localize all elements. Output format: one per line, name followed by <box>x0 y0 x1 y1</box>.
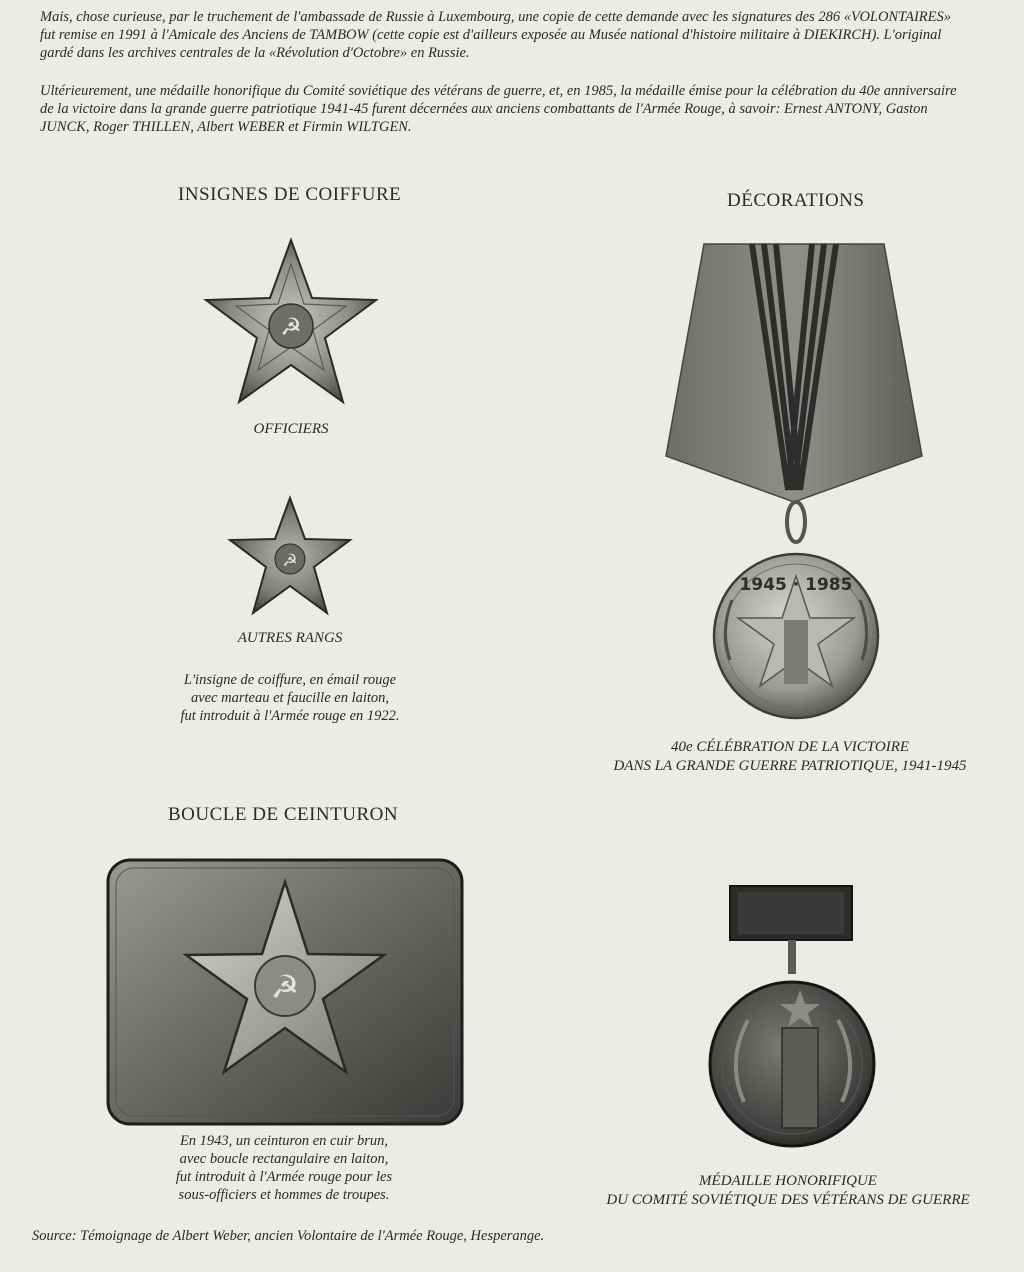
decorations-heading: DÉCORATIONS <box>727 190 865 211</box>
insignes-description: L'insigne de coiffure, en émail rouge avec marteau et faucille en laiton, fut introduit à l'Armée rouge en 1922. <box>180 672 400 724</box>
medal-years-text: 1945 · 1985 <box>739 575 853 595</box>
medal1-caption: 40e CÉLÉBRATION DE LA VICTOIRE DANS LA GRANDE GUERRE PATRIOTIQUE, 1941-1945 <box>613 739 967 774</box>
autres-rangs-label: AUTRES RANGS <box>237 630 343 646</box>
svg-text:☭: ☭ <box>282 551 298 571</box>
boucle-description: En 1943, un ceinturon en cuir brun, avec boucle rectangulaire en laiton, fut introduit à l'Armée rouge pour les sous-officiers et hommes de troupes. <box>175 1133 393 1203</box>
other-ranks-star-badge-image <box>226 495 354 617</box>
officiers-label: OFFICIERS <box>253 421 329 437</box>
boucle-heading: BOUCLE DE CEINTURON <box>168 804 399 825</box>
intro-paragraph-2: Ultérieurement, une médaille honorifique du Comité soviétique des vétérans de guerre, et, en 1985, la médaille émise pour la célébration du 40e anniversaire de la victoire dans la grande guerre patriotique 1941-45 furent décernées aux anciens combattants de l'Armée Rouge, à savoir: Ernest ANTONY, Gaston JUNCK, Roger THILLEN, Albert WEBER et Firmin WILTGEN. <box>40 83 957 135</box>
belt-buckle-image <box>106 858 464 1126</box>
veterans-honor-medal-image <box>704 882 880 1176</box>
victory-40th-medal-image <box>660 240 928 732</box>
svg-text:☭: ☭ <box>270 968 300 1006</box>
insignes-heading: INSIGNES DE COIFFURE <box>178 184 402 205</box>
medal2-caption: MÉDAILLE HONORIFIQUE DU COMITÉ SOVIÉTIQUE DES VÉTÉRANS DE GUERRE <box>606 1173 970 1208</box>
source-note: Source: Témoignage de Albert Weber, ancien Volontaire de l'Armée Rouge, Hesperange. <box>32 1228 545 1244</box>
svg-text:☭: ☭ <box>280 313 302 341</box>
officer-star-badge-image <box>200 236 382 408</box>
intro-paragraph-1: Mais, chose curieuse, par le truchement de l'ambassade de Russie à Luxembourg, une copie de cette demande avec les signatures des 286 «VOLONTAIRES» fut remise en 1991 à l'Amicale des Anciens de TAMBOW (cette copie est d'ailleurs exposée au Musée national d'histoire militaire à DIEKIRCH). L'original gardé dans les archives centrales de la «Révolution d'Octobre» en Russie. <box>40 9 952 61</box>
